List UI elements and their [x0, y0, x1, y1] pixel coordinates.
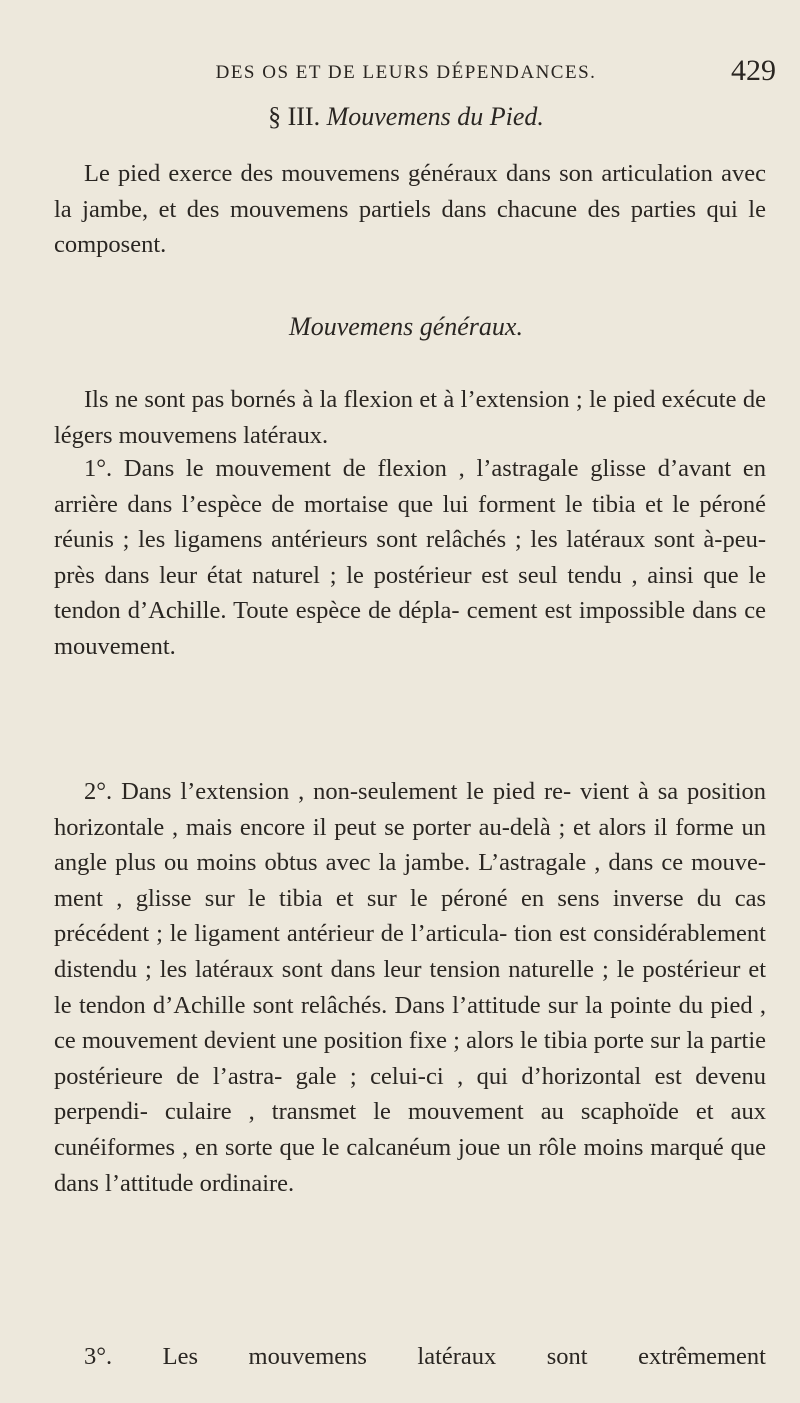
- running-title: DES OS ET DE LEURS DÉPENDANCES.: [215, 62, 597, 83]
- flexion-paragraph: 1°. Dans le mouvement de flexion , l’astragale glisse d’avant en arrière dans l’espèce de mortaise que lui forment le tibia et le péroné réunis ; les ligamens antérieurs sont relâchés ; les latéraux sont à-peu-près dans leur état naturel ; le postérieur est seul tendu , ainsi que le tendon d’Achille. Toute espèce de dépla- cement est impossible dans ce mouvement.: [54, 455, 766, 660]
- section-marker: § III.: [268, 102, 321, 131]
- lateral-paragraph: 3°. Les mouvemens latéraux sont extrêmement: [84, 1343, 766, 1370]
- subheading: Mouvemens généraux.: [289, 312, 523, 341]
- section-title: [36, 102, 776, 132]
- intro-paragraph: Le pied exerce des mouvemens généraux dans son articulation avec la jambe, et des mouvemens partiels dans chacune des parties qui le composent.: [54, 160, 766, 259]
- running-head: [36, 54, 776, 102]
- general-paragraph: Ils ne sont pas bornés à la flexion et à l’extension ; le pied exécute de légers mouvemens latéraux.: [54, 386, 766, 449]
- page-number: 429: [731, 54, 776, 87]
- extension-paragraph: 2°. Dans l’extension , non-seulement le pied re- vient à sa position horizontale , mais encore il peut se porter au-delà ; et alors il forme un angle plus ou moins obtus avec la jambe. L’astragale , dans ce mouve- ment , glisse sur le tibia et sur le péroné en sens inverse du cas précédent ; le ligament antérieur de l’articula- tion est considérablement distendu ; les latéraux sont dans leur tension naturelle ; le postérieur et le tendon d’Achille sont relâchés. Dans l’attitude sur la pointe du pied , ce mouvement devient une position fixe ; alors le tibia porte sur la partie postérieure de l’astra- gale ; celui-ci , qui d’horizontal est devenu perpendi- culaire , transmet le mouvement au scaphoïde et aux cunéiformes , en sorte que le calcanéum joue un rôle moins marqué que dans l’attitude ordinaire.: [54, 778, 766, 1197]
- section-name: Mouvemens du Pied.: [326, 102, 544, 131]
